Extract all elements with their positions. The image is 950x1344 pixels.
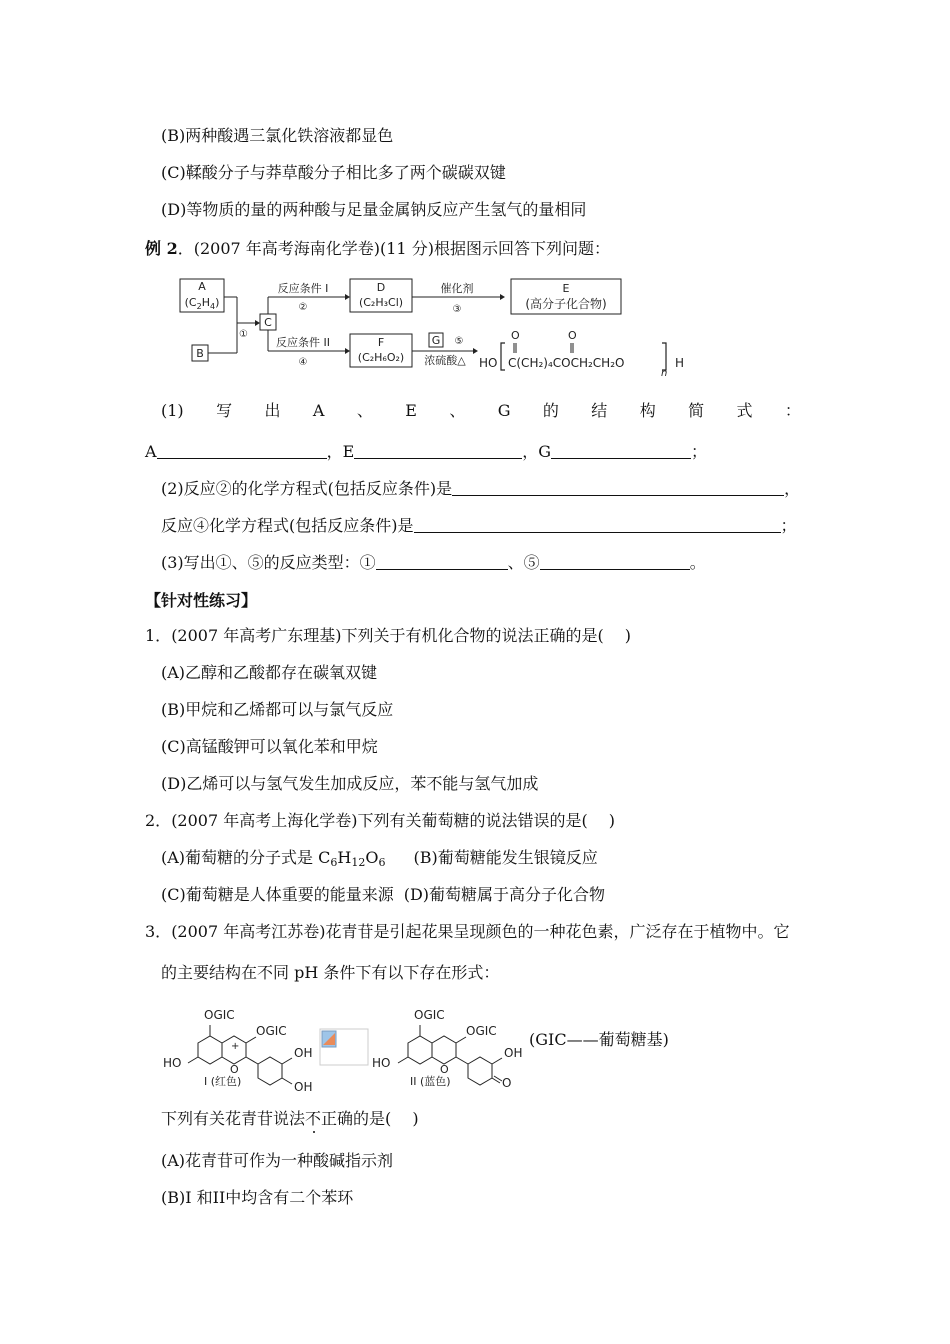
- label-b: B: [196, 347, 204, 360]
- q2-line-2: [161, 515, 797, 537]
- practice-q2-option-b: (B)葡萄糖能发生银镜反应: [413, 848, 598, 867]
- blank-type-5[interactable]: [540, 553, 690, 570]
- ho-label: HO: [372, 1056, 391, 1070]
- q1-char: 简: [688, 401, 705, 420]
- blank-a[interactable]: [157, 442, 327, 459]
- polymer-ho: HO: [479, 356, 498, 370]
- q1-char: 的: [542, 401, 559, 420]
- formula-f: (C₂H₆O₂): [357, 351, 405, 364]
- q2-end: ，: [784, 479, 801, 498]
- practice-q1-option-d: (D)乙烯可以与氢气发生加成反应，苯不能与氢气加成: [161, 774, 539, 793]
- practice-q2-option-c: (C)葡萄糖是人体重要的能量来源: [161, 885, 394, 904]
- q1-char: 式: [736, 401, 753, 420]
- q1-prompt: [161, 400, 801, 422]
- q1-answers: [145, 441, 707, 463]
- q1-char: ：: [784, 401, 801, 420]
- blank-eq-4[interactable]: [414, 516, 781, 533]
- practice-q2-text: (2007 年高考上海化学卷)下列有关葡萄糖的说法错误的是( ): [171, 811, 616, 830]
- polymer-carbonyl-o-1: O: [511, 329, 520, 342]
- practice-q3-number: 3．: [145, 922, 172, 941]
- ogic-label: OGIC: [414, 1008, 445, 1022]
- practice-heading: 【针对性练习】: [145, 591, 258, 610]
- q2-line-1: [161, 478, 800, 500]
- q1-end: ；: [691, 442, 708, 461]
- practice-q3-stem-2: 的主要结构在不同 pH 条件下有以下存在形式：: [161, 963, 500, 982]
- q3-end: 。: [689, 553, 706, 572]
- q1-char: 出: [264, 401, 281, 420]
- blank-eq-2[interactable]: [452, 479, 784, 496]
- q1-char: 、: [356, 401, 373, 420]
- oh-label: OH: [294, 1080, 313, 1094]
- q3-text: (3)写出①、⑤的反应类型：①: [161, 553, 376, 572]
- practice-q2-options-cd: [161, 884, 605, 906]
- q1-a-label: A: [145, 442, 157, 461]
- practice-q1-text: (2007 年高考广东理基)下列关于有机化合物的说法正确的是( ): [171, 626, 632, 645]
- ask-pre: 下列有关花青苷说法: [161, 1109, 306, 1128]
- q1-char: E: [405, 401, 417, 420]
- practice-q1-number: 1．: [145, 626, 172, 645]
- practice-q3-stem-1: [145, 921, 789, 943]
- structure-1-label: I (红色): [204, 1075, 242, 1088]
- label-d: D: [376, 281, 386, 294]
- q1-char: (1): [161, 401, 184, 420]
- ogic-label: OGIC: [466, 1024, 497, 1038]
- practice-q3-option-a: (A)花青苷可作为一种酸碱指示剂: [161, 1151, 394, 1170]
- q1-char: 、: [449, 401, 466, 420]
- label-g: G: [431, 334, 441, 347]
- q2b-text: 反应④化学方程式(包括反应条件)是: [161, 516, 414, 535]
- step-2: ②: [298, 302, 308, 313]
- example-2-header: [145, 238, 610, 260]
- blank-g[interactable]: [551, 442, 691, 459]
- oh-label: OH: [504, 1046, 523, 1060]
- ring-oxygen: O: [230, 1063, 239, 1076]
- q1-e-label: ，E: [326, 442, 355, 461]
- q2-text: (2)反应②的化学方程式(包括反应条件)是: [161, 479, 453, 498]
- polymer-repeat-unit: C(CH₂)₄COCH₂CH₂O: [508, 356, 625, 370]
- gic-note: (GIC——葡萄糖基): [529, 1030, 669, 1049]
- polymer-h: H: [675, 356, 685, 370]
- polymer-n: n: [661, 368, 668, 378]
- ho-label: HO: [163, 1056, 182, 1070]
- q1-char: A: [312, 401, 325, 420]
- step-4: ④: [298, 357, 308, 368]
- emphasis-not: 不: [305, 1109, 322, 1128]
- option-d: (D)等物质的量的两种酸与足量金属钠反应产生氢气的量相同: [161, 200, 587, 219]
- q1-g-label: ，G: [522, 442, 552, 461]
- q1-char: 写: [216, 401, 233, 420]
- oh-label: OH: [294, 1046, 313, 1060]
- practice-q3-text-1: (2007 年高考江苏卷)花青苷是引起花果呈现颜色的一种花色素，广泛存在于植物中。它: [171, 922, 790, 941]
- polymer-carbonyl-o-2: O: [568, 329, 577, 342]
- q3-line: [161, 552, 706, 574]
- practice-q1-stem: [145, 625, 631, 647]
- ogic-label: OGIC: [256, 1024, 287, 1038]
- conc-acid-label: 浓硫酸△: [424, 354, 466, 367]
- desc-e: (高分子化合物): [525, 297, 607, 311]
- condition-2: 反应条件 II: [276, 336, 330, 349]
- blank-e[interactable]: [354, 442, 522, 459]
- reaction-scheme-diagram: [175, 273, 695, 378]
- q1-char: 结: [591, 401, 608, 420]
- practice-q1-option-c: (C)高锰酸钾可以氧化苯和甲烷: [161, 737, 378, 756]
- q2b-end: ；: [780, 516, 797, 535]
- q3-mid: 、⑤: [507, 553, 540, 572]
- condition-1: 反应条件 I: [277, 282, 329, 295]
- practice-q3-ask: [161, 1108, 419, 1130]
- practice-q1-option-a: (A)乙醇和乙酸都存在碳氧双键: [161, 663, 378, 682]
- formula-a: $(C_2H_4)$: [184, 296, 220, 311]
- example-2-label: 例 2: [145, 239, 178, 258]
- label-c: C: [264, 316, 272, 329]
- step-3: ③: [452, 304, 462, 315]
- practice-q2-number: 2．: [145, 811, 172, 830]
- example-2-source: ．(2007 年高考海南化学卷)(11 分)根据图示回答下列问题：: [177, 239, 610, 258]
- q1-char: G: [497, 401, 511, 420]
- practice-q3-option-b: (B)I 和II中均含有二个苯环: [161, 1188, 354, 1207]
- ketone-oxygen: O: [502, 1076, 512, 1090]
- option-c: (C)鞣酸分子与莽草酸分子相比多了两个碳碳双键: [161, 163, 506, 182]
- practice-q2-options-ab: [161, 847, 598, 874]
- step-1: ①: [239, 329, 248, 340]
- label-a: A: [198, 280, 206, 293]
- label-e: E: [562, 282, 570, 295]
- step-5: ⑤: [454, 336, 464, 347]
- formula-d: (C₂H₃Cl): [358, 296, 404, 309]
- ogic-label: OGIC: [204, 1008, 235, 1022]
- ring-oxygen: O: [440, 1063, 449, 1076]
- practice-q2-option-d: (D)葡萄糖属于高分子化合物: [403, 885, 606, 904]
- blank-type-1[interactable]: [376, 553, 508, 570]
- structure-2-label: II (蓝色): [410, 1075, 451, 1088]
- option-b: (B)两种酸遇三氯化铁溶液都显色: [161, 126, 394, 145]
- ask-post: 正确的是( ): [321, 1109, 419, 1128]
- practice-q2-stem: [145, 810, 615, 832]
- label-f: F: [377, 336, 385, 349]
- catalyst-label: 催化剂: [440, 282, 474, 295]
- practice-q2-option-a: (A)葡萄糖的分子式是 $C_6H_{12}O_6$: [161, 848, 386, 869]
- practice-q1-option-b: (B)甲烷和乙烯都可以与氯气反应: [161, 700, 394, 719]
- q1-char: 构: [639, 401, 656, 420]
- oxonium-plus: +: [231, 1041, 240, 1052]
